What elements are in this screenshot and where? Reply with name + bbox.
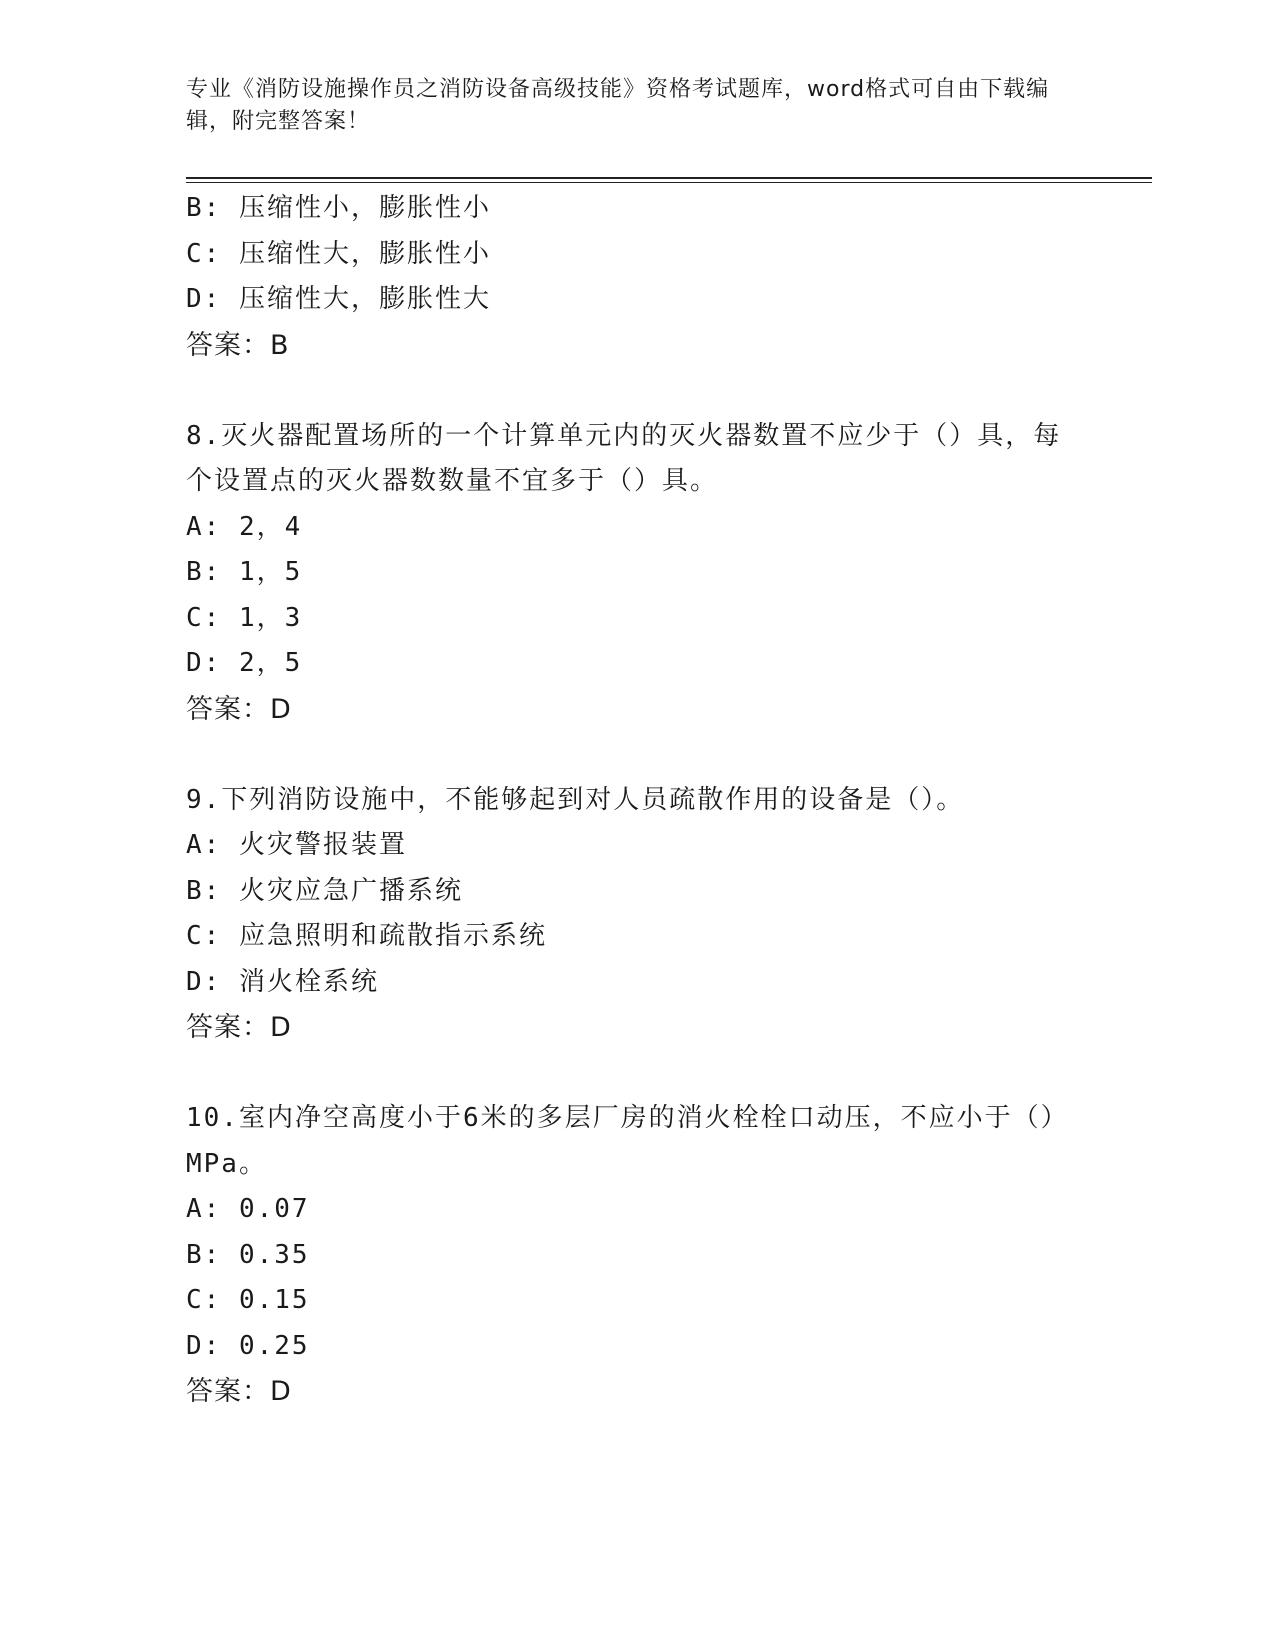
option-a: A: 火灾警报装置 bbox=[186, 830, 407, 860]
question-stem: 8.灭火器配置场所的一个计算单元内的灭火器数置不应少于（）具，每个设置点的灭火器数数量不宜多于（）具。 bbox=[186, 420, 1062, 496]
option-b: B: 1，5 bbox=[186, 557, 303, 587]
option-c: C: 压缩性大，膨胀性小 bbox=[186, 238, 491, 269]
option-d: D: 2，5 bbox=[186, 648, 303, 678]
question-stem: 10.室内净空高度小于6米的多层厂房的消火栓栓口动压，不应小于（）MPa。 bbox=[186, 1103, 1069, 1179]
document-header bbox=[186, 74, 1066, 138]
spacer bbox=[186, 1051, 1086, 1097]
option-a: A: 2，4 bbox=[186, 511, 303, 542]
option-a: A: 0.07 bbox=[186, 1194, 310, 1224]
question-7-continuation bbox=[186, 186, 1086, 368]
spacer bbox=[186, 732, 1086, 778]
option-c: C: 应急照明和疏散指示系统 bbox=[186, 921, 547, 951]
question-stem: 9.下列消防设施中，不能够起到对人员疏散作用的设备是（）。 bbox=[186, 784, 965, 815]
question-10 bbox=[186, 1096, 1086, 1415]
header-divider-thin bbox=[186, 182, 1152, 183]
option-d: D: 0.25 bbox=[186, 1330, 310, 1361]
option-b: B: 火灾应急广播系统 bbox=[186, 875, 463, 906]
option-d: D: 压缩性大，膨胀性大 bbox=[186, 284, 491, 314]
answer-line: 答案：D bbox=[186, 1012, 292, 1043]
answer-line: 答案：D bbox=[186, 1376, 292, 1407]
option-b: B: 0.35 bbox=[186, 1239, 310, 1270]
question-9 bbox=[186, 778, 1086, 1051]
question-list bbox=[186, 186, 1086, 1415]
question-8 bbox=[186, 414, 1086, 733]
option-c: C: 1，3 bbox=[186, 602, 303, 633]
answer-line: 答案：D bbox=[186, 693, 292, 725]
answer-line: 答案：B bbox=[186, 329, 290, 361]
header-text: 专业《消防设施操作员之消防设备高级技能》资格考试题库，word格式可自由下载编辑，附完整答案！ bbox=[186, 77, 1050, 134]
header-divider bbox=[186, 177, 1152, 179]
option-d: D: 消火栓系统 bbox=[186, 966, 379, 997]
option-c: C: 0.15 bbox=[186, 1285, 310, 1315]
option-b: B: 压缩性小，膨胀性小 bbox=[186, 193, 491, 223]
spacer bbox=[186, 368, 1086, 414]
